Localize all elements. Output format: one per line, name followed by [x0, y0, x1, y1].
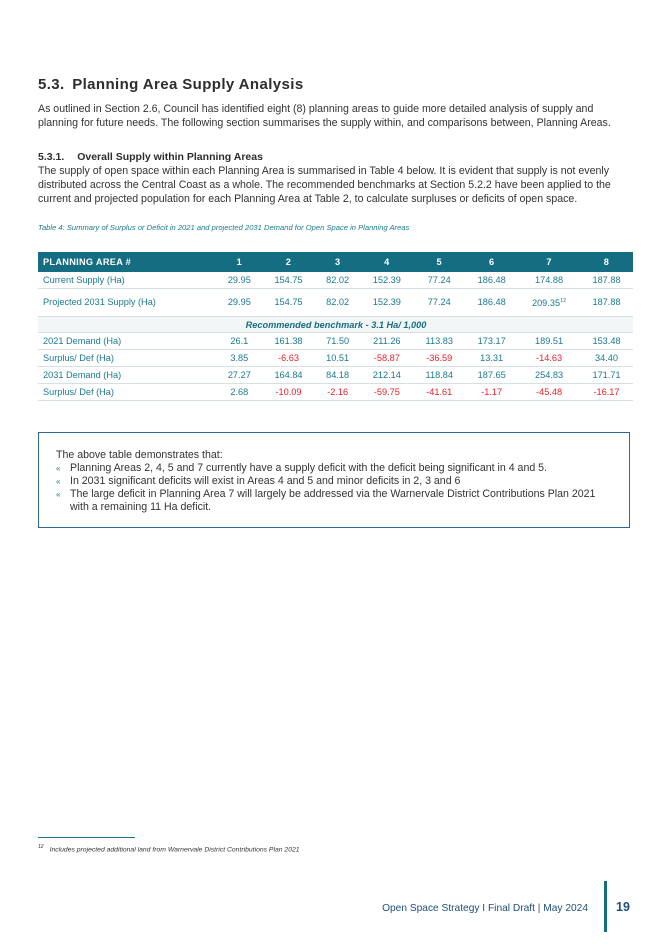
table-cell: -6.63	[262, 350, 315, 367]
footer-text: Open Space Strategy I Final Draft | May 2024	[382, 903, 588, 914]
table-cell: 82.02	[315, 272, 360, 289]
section-heading	[38, 76, 304, 93]
table-row	[38, 272, 633, 289]
bullet-icon: «	[56, 490, 61, 499]
bullet-icon: «	[56, 464, 61, 473]
table-cell: 152.39	[360, 289, 413, 317]
table-cell: -59.75	[360, 384, 413, 401]
table-cell: 34.40	[580, 350, 633, 367]
callout-list	[56, 462, 616, 514]
table-cell: 77.24	[413, 289, 465, 317]
table-cell: 186.48	[465, 272, 518, 289]
section-intro: As outlined in Section 2.6, Council has identified eight (8) planning areas to guide more detailed analysis of supply and planning for future needs. The following section summarises the supply within, and comparisons between, Planning Areas.	[38, 103, 611, 129]
table-row	[38, 384, 633, 401]
table-cell: -2.16	[315, 384, 360, 401]
footnote	[38, 844, 300, 853]
table-cell: 29.95	[217, 272, 262, 289]
table-cell: 187.88	[580, 289, 633, 317]
bullet-icon: «	[56, 477, 61, 486]
row-label: Surplus/ Def (Ha)	[38, 384, 217, 401]
callout-lead: The above table demonstrates that:	[56, 449, 223, 461]
table-cell: 10.51	[315, 350, 360, 367]
page-number: 19	[616, 900, 630, 914]
list-item	[56, 488, 616, 514]
table-cell: -41.61	[413, 384, 465, 401]
row-label: Projected 2031 Supply (Ha)	[38, 289, 217, 317]
list-item	[56, 475, 616, 488]
table-cell: -36.59	[413, 350, 465, 367]
subsection-number: 5.3.1.	[38, 151, 65, 163]
table-cell: 187.65	[465, 367, 518, 384]
subsection-paragraph: The supply of open space within each Planning Area is summarised in Table 4 below. It is evident that supply is not evenly distributed across the Central Coast as a whole. The recommended benchmarks at Section 5.2.2 have been applied to the current and projected population for each Planning Area at Table 2, to calculate surpluses or deficits of open space.	[38, 165, 611, 205]
row-label: 2021 Demand (Ha)	[38, 333, 217, 350]
row-label: Current Supply (Ha)	[38, 272, 217, 289]
subsection-title: Overall Supply within Planning Areas	[77, 151, 263, 163]
table-cell: 154.75	[262, 272, 315, 289]
table-cell-value: 209.35	[531, 298, 561, 309]
table-cell: 211.26	[360, 333, 413, 350]
row-label: 2031 Demand (Ha)	[38, 367, 217, 384]
table-header-row	[38, 252, 633, 272]
header-cell: 4	[360, 252, 413, 272]
table-cell: -14.63	[518, 350, 580, 367]
table-cell: -45.48	[518, 384, 580, 401]
header-cell: 5	[413, 252, 465, 272]
header-cell: 2	[262, 252, 315, 272]
header-cell: PLANNING AREA #	[38, 252, 217, 272]
benchmark-row	[38, 317, 633, 333]
table-cell: 174.88	[518, 272, 580, 289]
table-cell: 186.48	[465, 289, 518, 317]
table-cell: 187.88	[580, 272, 633, 289]
header-cell: 3	[315, 252, 360, 272]
table-row	[38, 367, 633, 384]
table-cell: 173.17	[465, 333, 518, 350]
table-cell: 2.68	[217, 384, 262, 401]
table-caption: Table 4: Summary of Surplus or Deficit in 2021 and projected 2031 Demand for Open Space in Planning Areas	[38, 223, 410, 232]
header-cell: 1	[217, 252, 262, 272]
table-cell: 154.75	[262, 289, 315, 317]
table-cell: 254.83	[518, 367, 580, 384]
supply-table	[38, 252, 633, 401]
list-item	[56, 462, 616, 475]
table-row	[38, 350, 633, 367]
table-cell: 82.02	[315, 289, 360, 317]
list-item-text: The large deficit in Planning Area 7 will largely be addressed via the Warnervale District Contributions Plan 2021 with a remaining 11 Ha deficit.	[70, 488, 596, 513]
table-cell-with-footnote	[518, 289, 580, 317]
table-cell: 26.1	[217, 333, 262, 350]
section-title: Planning Area Supply Analysis	[72, 76, 304, 93]
header-cell: 6	[465, 252, 518, 272]
table-cell: 77.24	[413, 272, 465, 289]
table-row	[38, 289, 633, 317]
footnote-divider	[38, 837, 135, 838]
subsection-heading	[38, 151, 263, 163]
header-cell: 8	[580, 252, 633, 272]
table-cell: 71.50	[315, 333, 360, 350]
table-cell: 3.85	[217, 350, 262, 367]
table-cell: 164.84	[262, 367, 315, 384]
list-item-text: In 2031 significant deficits will exist in Areas 4 and 5 and minor deficits in 2, 3 and 6	[70, 475, 461, 487]
table-cell: 113.83	[413, 333, 465, 350]
table-cell: 171.71	[580, 367, 633, 384]
table-cell: 84.18	[315, 367, 360, 384]
row-label: Surplus/ Def (Ha)	[38, 350, 217, 367]
table-cell: -16.17	[580, 384, 633, 401]
table-cell: 189.51	[518, 333, 580, 350]
callout-box	[38, 432, 630, 528]
table-cell: 118.84	[413, 367, 465, 384]
table-cell: 27.27	[217, 367, 262, 384]
footer-divider	[604, 881, 607, 932]
table-cell: 212.14	[360, 367, 413, 384]
table-cell: 161.38	[262, 333, 315, 350]
table-row	[38, 333, 633, 350]
table-cell: -10.09	[262, 384, 315, 401]
list-item-text: Planning Areas 2, 4, 5 and 7 currently have a supply deficit with the deficit being significant in 4 and 5.	[70, 462, 548, 474]
footnote-number: 12	[38, 844, 44, 850]
section-number: 5.3.	[38, 76, 65, 93]
benchmark-label: Recommended benchmark - 3.1 Ha/ 1,000	[38, 317, 633, 333]
table-cell: 153.48	[580, 333, 633, 350]
table-cell: -58.87	[360, 350, 413, 367]
footnote-text: Includes projected additional land from Warnervale District Contributions Plan 2021	[49, 846, 300, 854]
header-cell: 7	[518, 252, 580, 272]
table-cell: 13.31	[465, 350, 518, 367]
table-cell: 29.95	[217, 289, 262, 317]
table-cell: -1.17	[465, 384, 518, 401]
footnote-marker[interactable]: 12	[560, 297, 567, 304]
table-cell: 152.39	[360, 272, 413, 289]
